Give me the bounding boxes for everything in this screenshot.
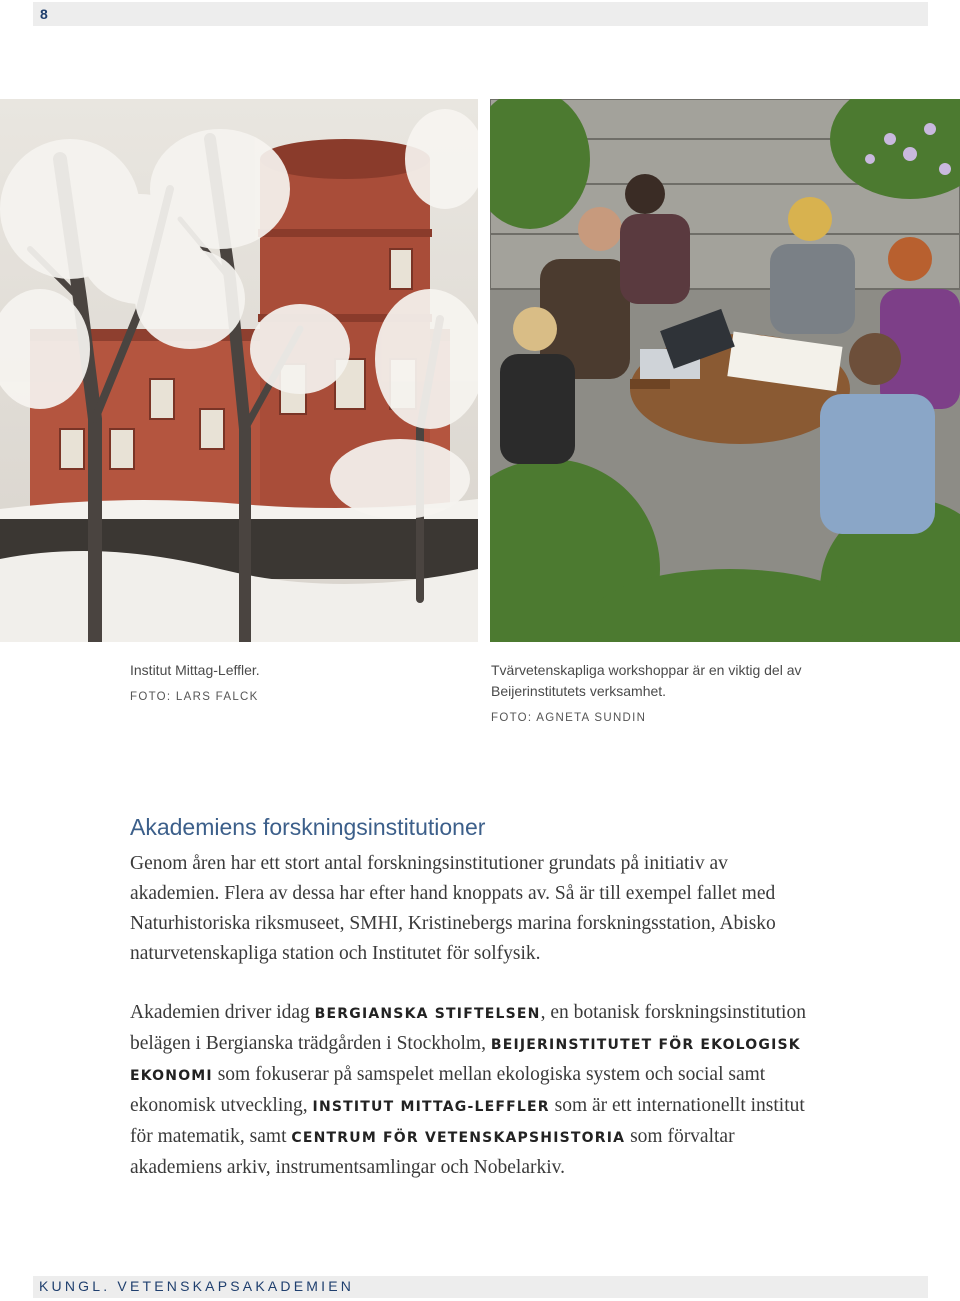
para2-text-1: Akademien driver idag — [130, 1002, 315, 1023]
page-number: 8 — [40, 6, 48, 22]
footer-bar — [33, 1276, 928, 1298]
emphasis-mittag-leffler: INSTITUT MITTAG-LEFFLER — [312, 1099, 550, 1115]
header-bar — [33, 2, 928, 26]
para2-text-5: som förvaltar akademiens arkiv, instrumentsamlingar och Nobelarkiv. — [130, 1126, 735, 1178]
photo-beijer-workshop — [490, 99, 960, 642]
para2-text-3: som fokuserar på samspelet mellan ekologiska system och social samt ekonomisk utveckling, — [130, 1064, 766, 1116]
caption-left-text: Institut Mittag-Leffler. — [130, 662, 260, 678]
footer-publisher: KUNGL. VETENSKAPSAKADEMIEN — [39, 1278, 355, 1294]
section-title: Akademiens forskningsinstitutioner — [130, 814, 486, 840]
caption-right — [491, 660, 821, 729]
credit-right: FOTO: AGNETA SUNDIN — [491, 712, 647, 724]
photo-institut-mittag-leffler — [0, 99, 478, 642]
emphasis-bergianska: BERGIANSKA STIFTELSEN — [314, 1006, 541, 1022]
caption-left — [130, 660, 460, 708]
emphasis-centrum-vetenskapshistoria: CENTRUM FÖR VETENSKAPSHISTORIA — [291, 1130, 626, 1146]
paragraph-intro: Genom åren har ett stort antal forskningsinstitutioner grundats på initiativ av akademien. Flera av dessa har efter hand knoppats av. Så är till exempel fallet med Naturhistoriska riksmuseet, SMHI, Kristinebergs marina forskningsstation, Abisko naturvetenskapliga station och Institutet för solfysik. — [130, 853, 776, 964]
para2-text-4: som är ett internationellt institut för matematik, samt — [130, 1095, 805, 1147]
emphasis-beijerinstitutet: BEIJERINSTITUTET FÖR EKOLOGISK EKONOMI — [130, 1037, 801, 1084]
caption-right-text: Tvärvetenskapliga workshoppar är en viktig del av Beijerinstitutets verksamhet. — [491, 662, 802, 699]
paragraph-institutions — [130, 998, 810, 1183]
para2-text-2: , en botanisk forskningsinstitution belägen i Bergianska trädgården i Stockholm, — [130, 1002, 806, 1054]
credit-left: FOTO: LARS FALCK — [130, 691, 259, 703]
